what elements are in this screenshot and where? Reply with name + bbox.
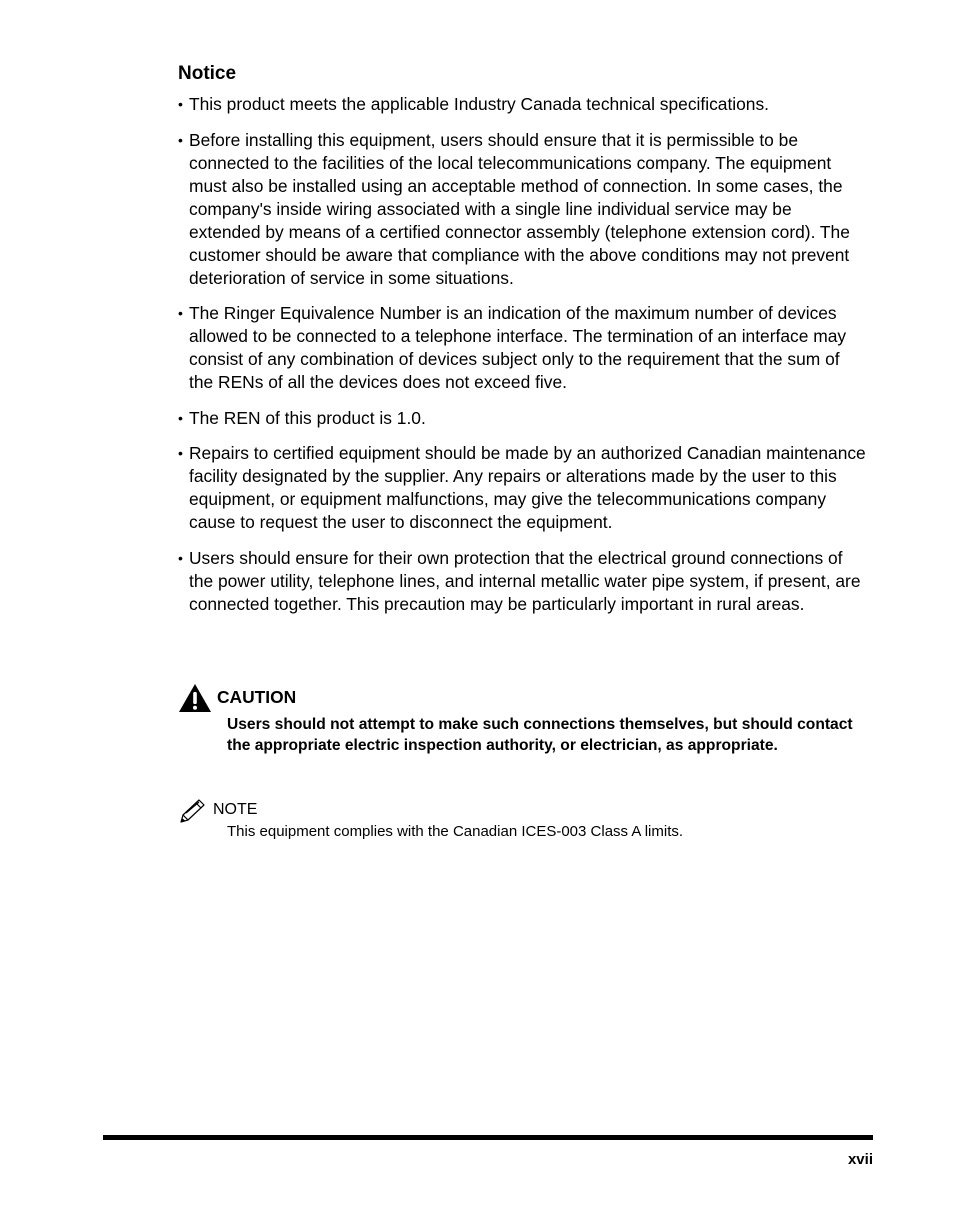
list-item-text: The REN of this product is 1.0. (189, 407, 426, 428)
caution-text: Users should not attempt to make such connections themselves, but should contact the appropriate electric inspection authority, or electrician, as appropriate. (227, 716, 853, 754)
notice-heading: Notice (178, 63, 237, 84)
bullet-icon: • (178, 305, 183, 321)
list-item-text: This product meets the applicable Industry Canada technical specifications. (189, 94, 770, 114)
notice-list (178, 93, 868, 628)
bullet-icon: • (178, 409, 183, 426)
list-item (178, 93, 868, 116)
list-item (178, 547, 868, 616)
list-item-text: Repairs to certified equipment should be made by an authorized Canadian maintenance facility designated by the supplier. Any repairs or alterations made by the user to this equipment, or equipment malfunctions, may give the telecommunications company cause to request the user to disconnect the equipment. (189, 443, 866, 532)
note-text: This equipment complies with the Canadian ICES-003 Class A limits. (227, 823, 684, 840)
bullet-icon: • (178, 131, 183, 148)
bullet-icon: • (178, 96, 183, 112)
list-item (178, 442, 868, 534)
list-item (178, 407, 868, 430)
footer-rule (103, 1135, 873, 1140)
bullet-icon: • (178, 445, 183, 461)
list-item-text: The Ringer Equivalence Number is an indication of the maximum number of devices allowed to be connected to a telephone interface. The termination of an interface may consist of any combination of devices subject only to the requirement that the sum of the RENs of all the devices does not exceed five. (189, 303, 847, 392)
list-item-text: Before installing this equipment, users should ensure that it is permissible to be connected to the facilities of the local telecommunications company. The equipment must also be installed using an acceptable method of connection. In some cases, the company's inside wiring associated with a single line individual service may be extended by means of a certified connector assembly (telephone extension cord). The customer should be aware that compliance with the above conditions may not prevent deterioration of service in some situations. (189, 129, 850, 288)
note-title: NOTE (213, 801, 258, 818)
caution-title: CAUTION (217, 687, 297, 707)
list-item (178, 129, 868, 290)
pencil-icon (178, 797, 208, 823)
list-item (178, 302, 868, 394)
bullet-icon: • (178, 549, 183, 566)
warning-triangle-icon (178, 683, 212, 713)
page-number: xvii (847, 1151, 873, 1168)
list-item-text: Users should ensure for their own protection that the electrical ground connections of the power utility, telephone lines, and internal metallic water pipe system, if present, are connected together. This precaution may be particularly important in rural areas. (189, 547, 861, 614)
